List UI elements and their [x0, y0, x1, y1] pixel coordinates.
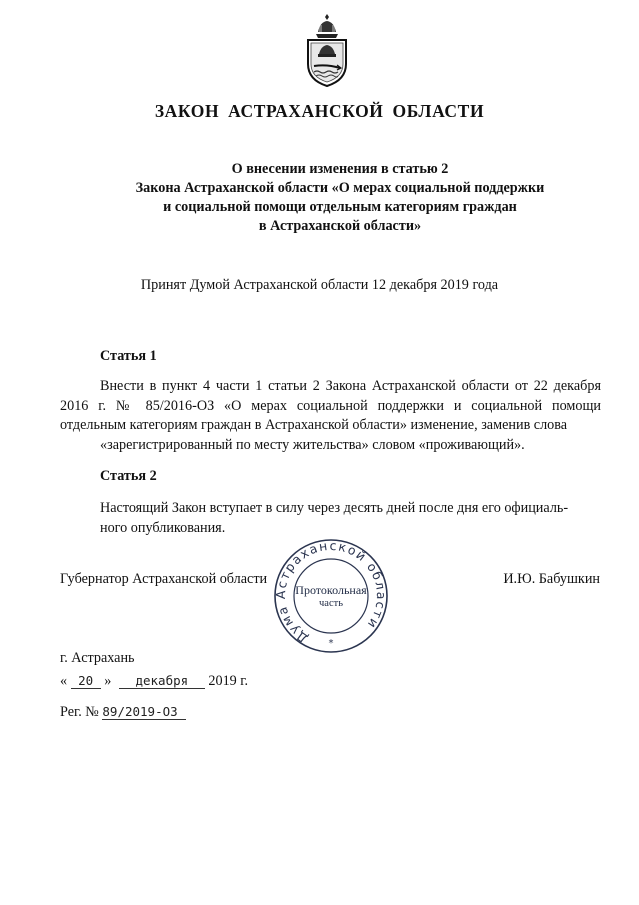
article-1-body: Внести в пункт 4 части 1 статьи 2 Закона Астраханской области от 22 декабря 2016 г. № 85/2016-ОЗ «О мерах социальной поддержки и социальной помощи отдельным категориям граждан в Астраханской области» изменение, заменив слова: [60, 378, 601, 433]
date-month: декабря: [119, 673, 205, 689]
subtitle-line: в Астраханской области»: [258, 218, 422, 234]
article-2-heading: Статья 2: [100, 468, 157, 484]
article-2-body: Настоящий Закон вступает в силу через десять дней после дня его официаль-: [100, 500, 569, 516]
article-2-last-line: ного опубликования.: [100, 519, 226, 536]
signing-place: г. Астрахань: [60, 650, 135, 666]
adoption-line: Принят Думой Астраханской области 12 декабря 2019 года: [140, 277, 499, 293]
stamp-center: [268, 583, 394, 611]
date-year: 2019 г.: [208, 673, 249, 689]
subtitle-line: О внесении изменения в статью 2: [231, 161, 449, 177]
stamp-center-line2: часть: [319, 598, 343, 609]
article-1-text: [60, 377, 601, 455]
registration-label: Рег. №: [60, 704, 99, 720]
coat-of-arms-icon: [300, 12, 354, 88]
law-title: ЗАКОН АСТРАХАНСКОЙ ОБЛАСТИ: [154, 101, 485, 121]
subtitle-line: Закона Астраханской области «О мерах социальной поддержки: [135, 180, 545, 196]
law-subtitle: [60, 160, 620, 236]
date-close-quote: »: [104, 673, 112, 689]
date-open-quote: «: [60, 673, 68, 689]
governor-name: И.Ю. Бабушкин: [503, 571, 600, 587]
registration-number: 89/2019-ОЗ: [102, 704, 186, 720]
registration: [60, 704, 186, 721]
governor-title: Губернатор Астраханской области: [60, 571, 268, 587]
article-2-text: [60, 499, 601, 538]
subtitle-line: и социальной помощи отдельным категориям граждан: [163, 199, 517, 215]
article-1-last-line: «зарегистрированный по месту жительства» словом «проживающий».: [100, 436, 525, 453]
article-1-heading: Статья 1: [100, 348, 157, 364]
date-day: 20: [71, 673, 101, 689]
signing-date: [60, 673, 248, 690]
stamp-star: *: [328, 638, 334, 649]
stamp-center-line1: Протокольная: [295, 583, 367, 597]
stamp-ring-text: Дума Астраханской области: [272, 537, 390, 647]
